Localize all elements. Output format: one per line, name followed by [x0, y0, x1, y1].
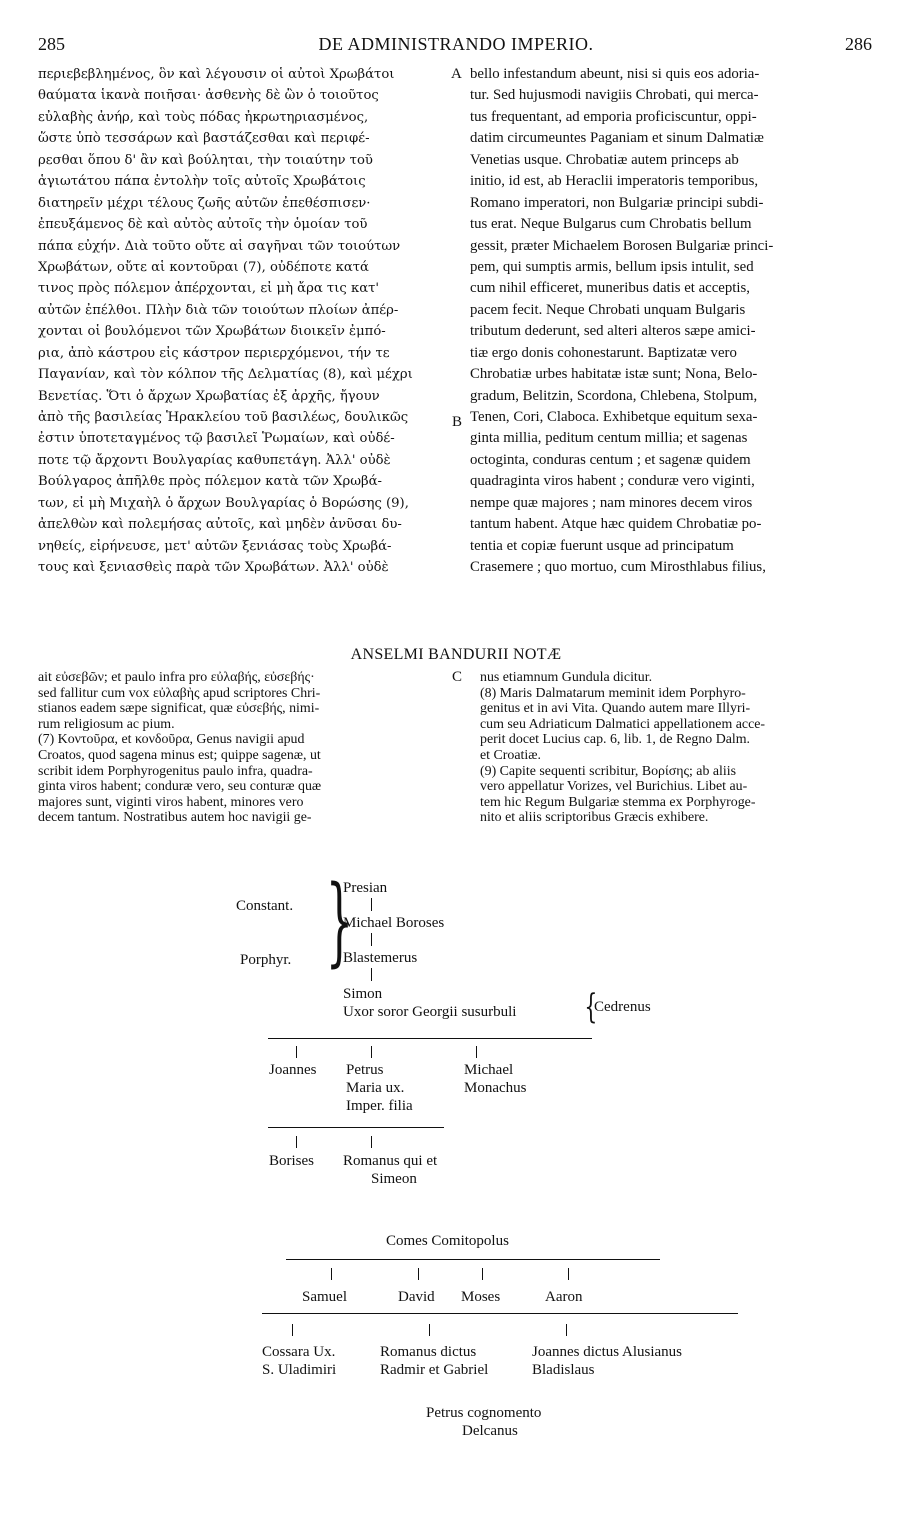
stemma-uxor: Uxor soror Georgii susurbuli — [343, 1004, 517, 1020]
latin-text-line: cum nihil efficeret, muneribus datis et acceptis, — [470, 280, 750, 297]
greek-text-line: ἐπευξάμενος δὲ καὶ αὐτὸς αὐτοῖς τὴν ὁμοίαν τοῦ — [38, 217, 368, 233]
stemma-radmir-gabriel: Radmir et Gabriel — [380, 1362, 489, 1378]
latin-text-line: tus erat. Neque Bulgarus cum Chrobatis bellum — [470, 216, 752, 233]
stemma-rule — [268, 1038, 592, 1039]
margin-letter-a: A — [451, 66, 462, 82]
latin-text-line: Crasemere ; quo mortuo, cum Mirosthlabus filius, — [470, 559, 766, 576]
stemma-moses: Moses — [461, 1289, 501, 1305]
latin-text-line: octoginta, conduras centum ; et sagenæ quidem — [470, 451, 751, 468]
stemma-delcanus: Delcanus — [462, 1423, 518, 1439]
note-line: tem hic Regum Bulgariæ stemma ex Porphyroge- — [480, 794, 756, 810]
greek-text-line: νηθείς, εἰρήνευσε, μετ' αὐτῶν ξενιάσας τοὺς Χρωβά- — [38, 538, 392, 554]
note-line: vero appellatur Vorizes, vel Burichius. Libet au- — [480, 779, 748, 795]
stemma-petrus-wife-2: Imper. filia — [346, 1098, 413, 1114]
greek-text-line: Βενετίας. Ὅτι ὁ ἄρχων Χρωβατίας ἐξ ἀρχῆς, ἤγουν — [38, 388, 380, 404]
note-line: Croatos, quod sagena minus est; quippe sagenæ, ut — [38, 747, 321, 763]
margin-letter-c: C — [452, 669, 463, 685]
note-line: genitus et in avi Vita. Quando autem mare Illyri- — [480, 701, 751, 717]
note-line: ait εὐσεβῶν; et paulo infra pro εὐλαβής, εὐσεβής· — [38, 670, 315, 685]
greek-text-line: τους καὶ ξενιασθεὶς παρὰ τῶν Χρωβάτων. Ἀλλ' οὐδὲ — [38, 560, 389, 576]
page-number-right: 286 — [845, 34, 872, 54]
running-title: DE ADMINISTRANDO IMPERIO. — [318, 34, 594, 54]
latin-text-line: quadraginta viros habent ; conduræ vero viginti, — [470, 473, 755, 490]
greek-text-line: ἀπὸ τῆς βασιλείας Ἡρακλείου τοῦ βασιλέως, δουλικῶς — [38, 410, 409, 425]
note-line: et Croatiæ. — [480, 747, 541, 763]
stemma-link — [566, 1324, 567, 1336]
stemma-petrus-cognomento: Petrus cognomento — [426, 1405, 542, 1421]
greek-text-line: ὥστε ὑπὸ τεσσάρων καὶ βαστάζεσθαι καὶ περιφέ- — [38, 131, 370, 147]
stemma-link — [292, 1324, 293, 1336]
latin-text-line: tentia et copiæ fuerunt usque ad principatum — [470, 537, 734, 554]
stemma-link — [568, 1268, 569, 1280]
greek-text-line: Χρωβάτων, οὔτε αἱ κοντοῦραι (7), οὐδέποτε κατά — [38, 259, 369, 275]
latin-text-line: tur. Sed hujusmodi navigiis Chrobati, qui merca- — [470, 87, 759, 104]
note-line: (8) Maris Dalmatarum meminit idem Porphyro- — [480, 685, 746, 701]
left-brace: } — [325, 865, 354, 977]
note-line: scribit idem Porphyrogenitus paulo infra, quadra- — [38, 763, 313, 779]
greek-text-line: τινος πρὸς πόλεμον ἀπέρχονται, εἰ μὴ ἄρα τις κατ' — [38, 281, 380, 297]
stemma-link — [371, 933, 372, 946]
note-line: nus etiamnum Gundula dicitur. — [480, 670, 653, 685]
greek-text-line: ἐστιν ὑποτεταγμένος τῷ βασιλεῖ Ῥωμαίων, καὶ οὐδέ- — [38, 431, 395, 447]
note-line: nito et aliis scriptoribus Græcis exhibere. — [480, 810, 709, 826]
stemma-petrus-wife: Maria ux. — [346, 1080, 405, 1096]
stemma-simeon: Simeon — [371, 1171, 417, 1187]
greek-text-line: ἀπελθὼν καὶ πολεμήσας αὐτοῖς, καὶ μηδὲν ἀνῦσαι δυ- — [38, 517, 402, 533]
stemma-comes: Comes Comitopolus — [386, 1233, 509, 1249]
stemma-simon: Simon — [343, 986, 383, 1002]
greek-text-line: πάπα εὐχήν. Διὰ τοῦτο οὔτε αἱ σαγῆναι τῶν τοιούτων — [38, 238, 401, 254]
stemma-michael: Michael — [464, 1062, 514, 1078]
greek-text-line: ρια, ἀπὸ κάστρου εἰς κάστρον περιερχόμενοι, τήν τε — [38, 345, 390, 361]
greek-text-line: ἁγιωτάτου πάπα ἐντολὴν τοῖς αὐτοῖς Χρωβάτοις — [38, 174, 366, 190]
stemma-source-cedrenus: Cedrenus — [594, 999, 651, 1015]
latin-text-line: tantum habent. Atque hæc quidem Chrobatiæ po- — [470, 516, 762, 533]
latin-text-line: initio, id est, ab Heraclii imperatoris temporibus, — [470, 173, 759, 190]
stemma-link — [371, 1046, 372, 1058]
stemma-uladimiri: S. Uladimiri — [262, 1362, 337, 1378]
latin-text-line: tributum dederunt, sed alteri alteros sæpe amici- — [470, 323, 756, 340]
stemma-source-constant: Constant. — [236, 898, 294, 914]
note-line: ginta viros habent; conduræ vero, seu conturæ quæ — [38, 779, 322, 795]
stemma-link — [296, 1046, 297, 1058]
latin-text-line: ginta millia, peditum centum millia; et sagenas — [470, 430, 748, 447]
stemma-romanus: Romanus qui et — [343, 1153, 438, 1169]
stemma-link — [296, 1136, 297, 1148]
note-line: cum seu Adriaticum Dalmatici appellationem acce- — [480, 716, 766, 732]
latin-text-line: bello infestandum abeunt, nisi si quis eos adoria- — [470, 66, 760, 82]
note-line: majores sunt, viginti viros habent, minores vero — [38, 794, 304, 810]
latin-text-line: Chrobatiæ urbes habitatæ istæ sunt; Nona, Belo- — [470, 366, 758, 383]
stemma-link — [371, 1136, 372, 1148]
stemma-joannes-dictus: Joannes dictus Alusianus — [532, 1344, 682, 1360]
stemma-romanus-dictus: Romanus dictus — [380, 1344, 477, 1360]
latin-text-line: pacem fecit. Neque Chrobati unquam Bulgaris — [470, 301, 746, 318]
stemma-joannes: Joannes — [269, 1062, 317, 1078]
latin-text-line: gessit, præter Michaelem Borosen Bulgariæ princi- — [470, 237, 774, 254]
stemma-david: David — [398, 1289, 435, 1305]
greek-text-line: περιεβεβλημένος, ὃν καὶ λέγουσιν οἱ αὐτοὶ Χρωβάτοι — [38, 67, 395, 82]
stemma-petrus: Petrus — [346, 1062, 384, 1078]
latin-text-line: gradum, Belitzin, Scordona, Chlebena, Stolpum, — [470, 387, 758, 404]
greek-text-line: Βούλγαρος ἀπῆλθε πρὸς πόλεμον κατὰ τῶν Χρωβά- — [38, 474, 382, 490]
stemma-link — [371, 968, 372, 981]
notes-heading: ANSELMI BANDURII NOTÆ — [350, 646, 562, 663]
latin-text-line: Tenen, Cori, Claboca. Exhibetque equitum sexa- — [470, 409, 758, 425]
greek-text-line: των, εἰ μὴ Μιχαὴλ ὁ ἄρχων Βουλγαρίας ὁ Βορώσης (9), — [38, 495, 409, 511]
stemma-rule — [286, 1259, 660, 1260]
note-line: perit docet Lucius cap. 6, lib. 1, de Regno Dalm. — [480, 732, 751, 748]
stemma-presian: Presian — [343, 880, 388, 896]
latin-text-line: datim circumeuntes Paganiam et sinum Dalmatiæ — [470, 130, 764, 147]
stemma-link — [331, 1268, 332, 1280]
stemma-monachus: Monachus — [464, 1080, 527, 1096]
stemma-borises: Borises — [269, 1153, 314, 1169]
latin-text-line: Romano imperatori, non Bulgariæ principi subdi- — [470, 194, 764, 211]
note-line: sed fallitur cum vox εὐλαβὴς apud scriptores Chri- — [38, 685, 321, 701]
stemma-blastemerus: Blastemerus — [343, 950, 418, 966]
stemma-cossara: Cossara Ux. — [262, 1344, 336, 1360]
greek-text-line: διατηρεῖν μέχρι τέλους ζωῆς αὐτῶν ἐπεθέσπισεν· — [38, 195, 371, 211]
stemma-link — [476, 1046, 477, 1058]
page-number-left: 285 — [38, 34, 65, 54]
greek-text-line: θαύματα ἱκανὰ ποιῆσαι· ἀσθενὴς δὲ ὢν ὁ τοιοῦτος — [38, 88, 379, 104]
greek-text-line: ποτε τῷ ἄρχοντι Βουλγαρίας καθυπετάγη. Ἀλλ' οὐδὲ — [38, 452, 391, 468]
latin-text-line: nempe quæ majores ; nam minores decem viros — [470, 494, 753, 511]
stemma-rule — [268, 1127, 444, 1128]
latin-text-line: tiæ ergo donis cohonestarunt. Baptizatæ vero — [470, 344, 737, 361]
note-line: rum religiosum ac pium. — [38, 716, 175, 732]
margin-letter-b: B — [452, 414, 463, 430]
note-line: (9) Capite sequenti scribitur, Βορίσης; ab aliis — [480, 763, 737, 779]
stemma-link — [429, 1324, 430, 1336]
latin-text-line: pem, qui sumptis armis, bellum ipsis intulit, sed — [470, 258, 754, 275]
latin-text-line: Venetias usque. Chrobatiæ autem princeps ab — [470, 151, 739, 168]
greek-text-line: εὐλαβὴς ἀνήρ, καὶ τοὺς πόδας ἠκρωτηριασμένος, — [38, 109, 369, 125]
stemma-samuel: Samuel — [302, 1289, 347, 1305]
stemma-source-porphyr: Porphyr. — [240, 952, 292, 968]
greek-text-line: ρεσθαι ὅπου δ' ἂν καὶ βούληται, τὴν τοιαύτην τοῦ — [38, 152, 373, 168]
stemma-link — [371, 898, 372, 911]
latin-text-line: tus frequentant, ad emporia proficiscuntur, oppi- — [470, 108, 757, 125]
stemma-link — [482, 1268, 483, 1280]
stemma-michael-boroses: Michael Boroses — [343, 915, 445, 931]
stemma-rule — [262, 1313, 738, 1314]
right-brace: { — [584, 987, 598, 1027]
stemma-bladislaus: Bladislaus — [532, 1362, 595, 1378]
stemma-aaron: Aaron — [545, 1289, 583, 1305]
greek-text-line: Παγανίαν, καὶ τὸν κόλπον τῆς Δελματίας (8), καὶ μέχρι — [38, 367, 413, 383]
note-line: stianos eadem sæpe significat, quæ εὐσεβής, nimi- — [38, 701, 320, 717]
greek-text-line: αὐτῶν ἐπέλθοι. Πλὴν διὰ τῶν τοιούτων πλοίων ἀπέρ- — [38, 302, 399, 318]
stemma-link — [418, 1268, 419, 1280]
note-line: (7) Κοντοῦρα, et κονδοῦρα, Genus navigii apud — [38, 732, 305, 748]
note-line: decem tantum. Nostratibus autem hoc navigii ge- — [38, 810, 312, 826]
greek-text-line: χονται οἱ βουλόμενοι τῶν Χρωβάτων διοικεῖν ἐμπό- — [38, 324, 386, 340]
